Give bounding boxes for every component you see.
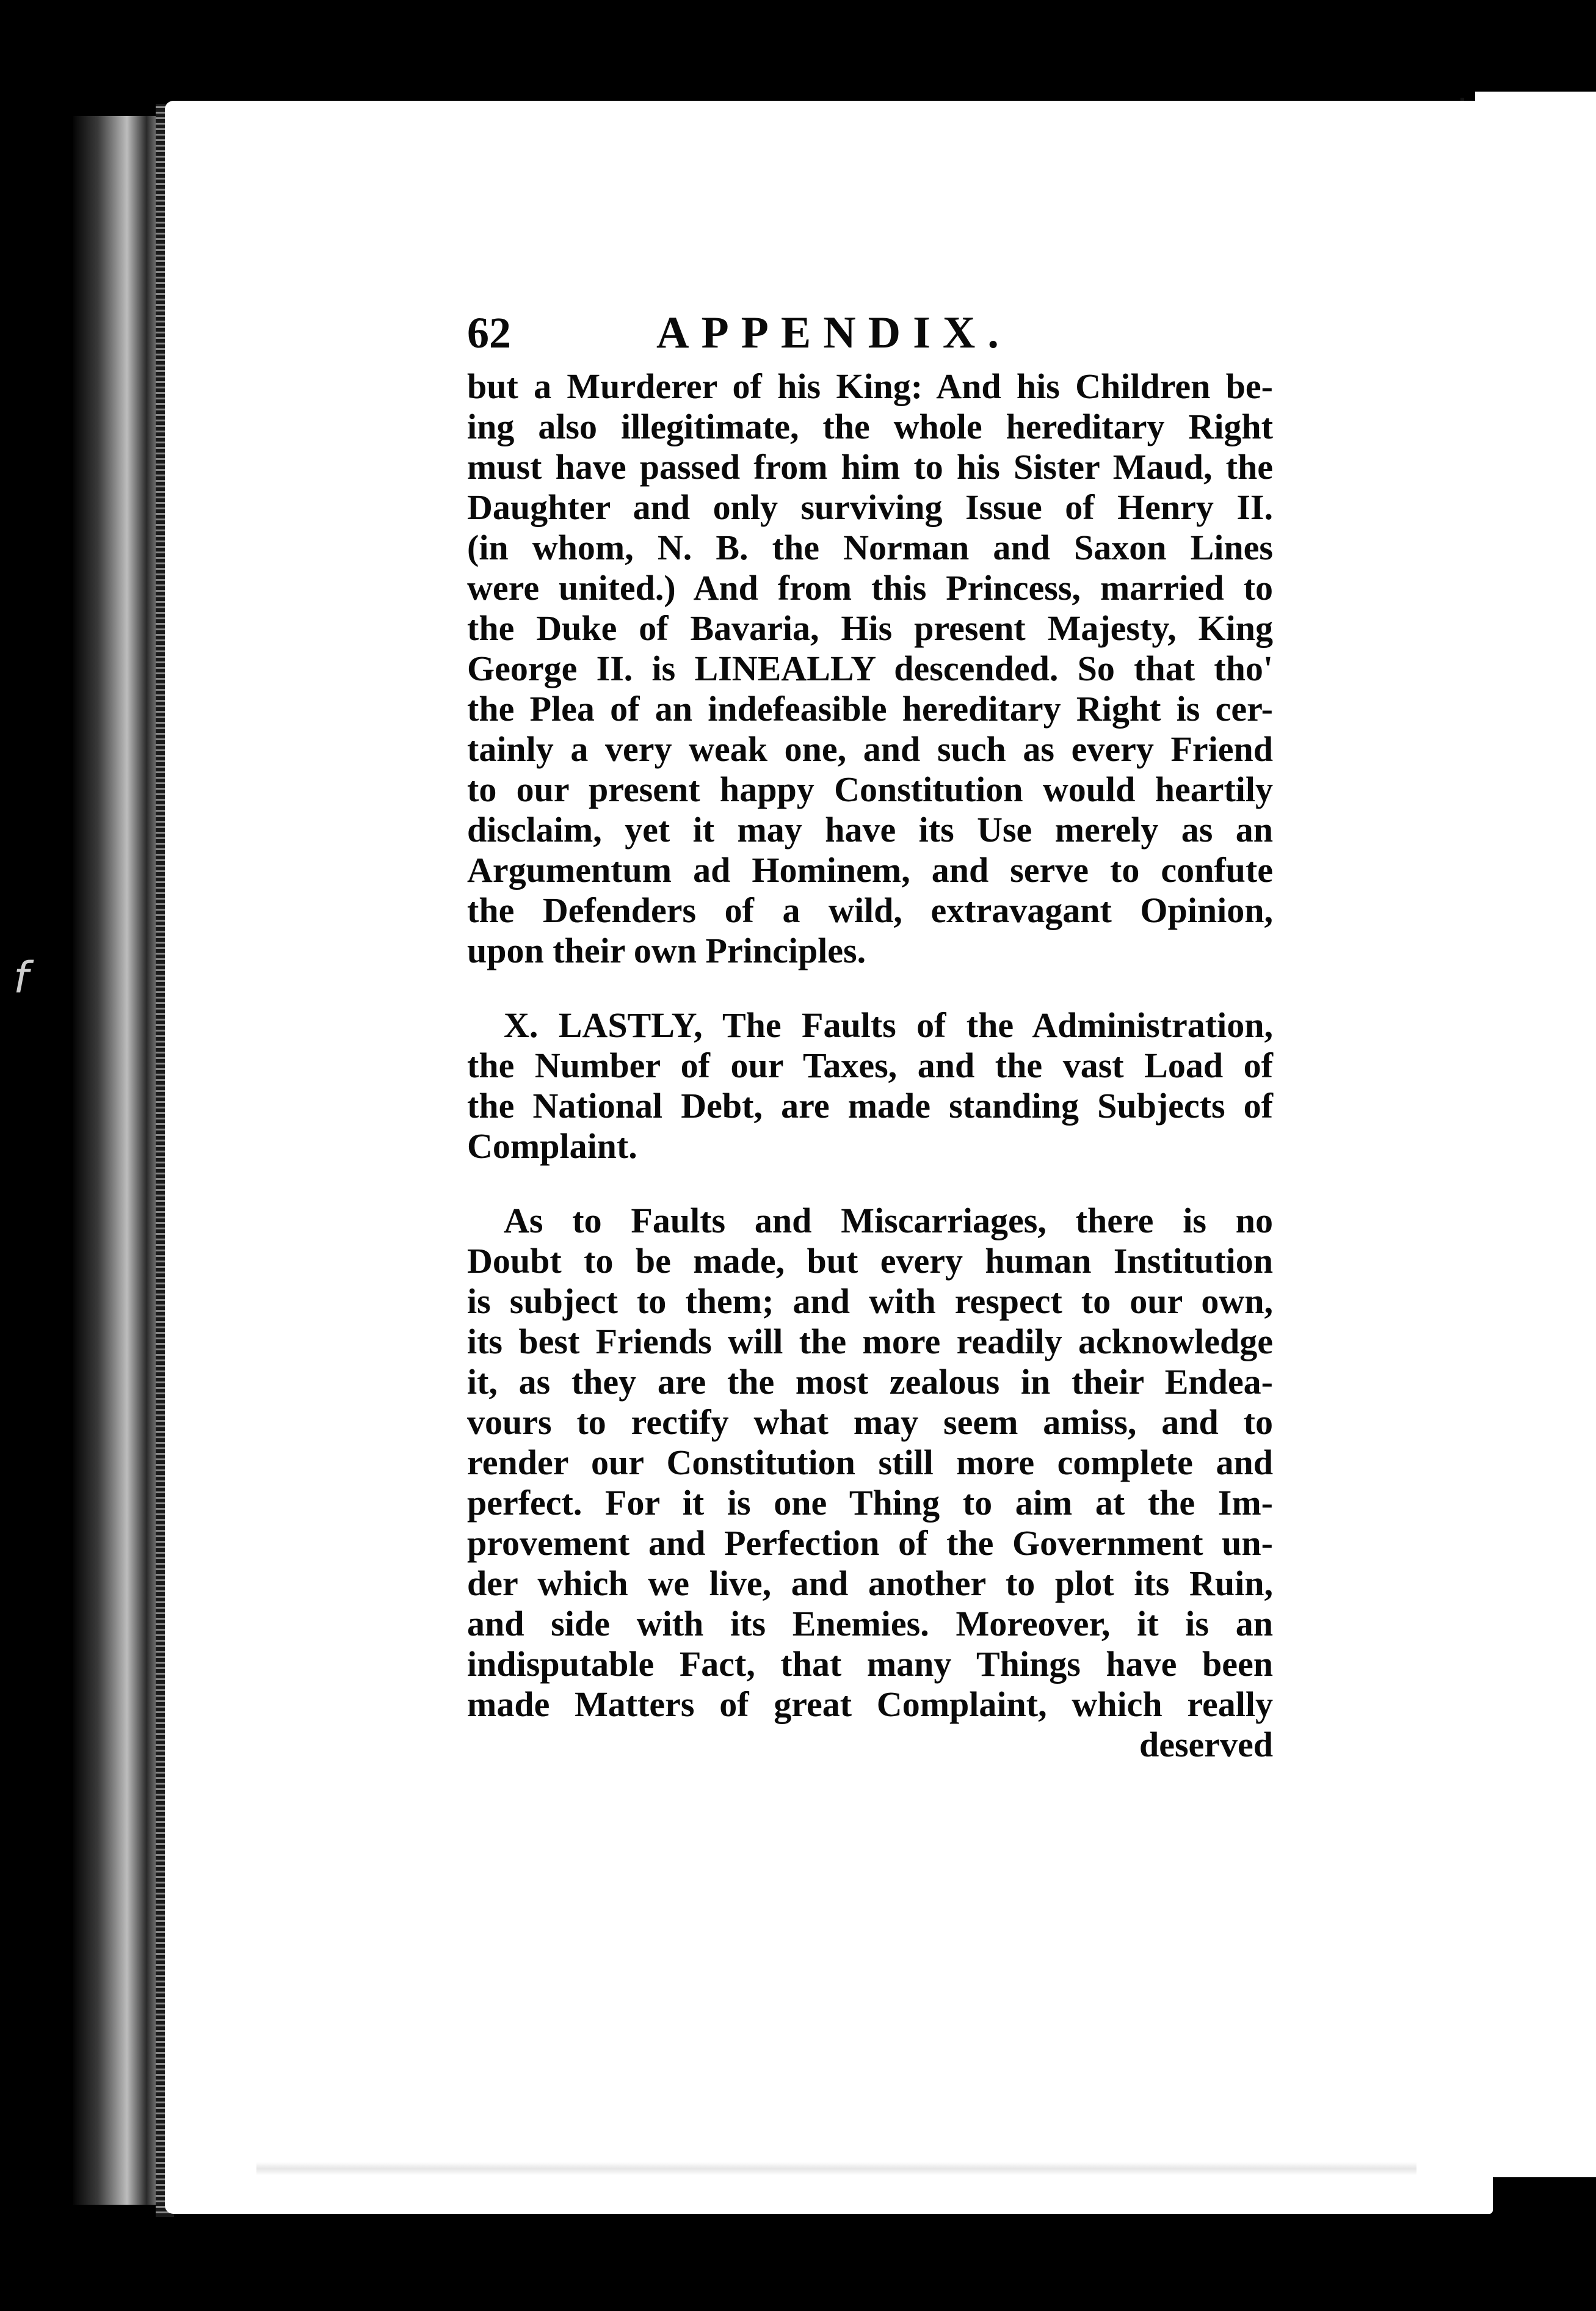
paragraph-gap [467,971,1273,1005]
text-line: the Defenders of a wild, extravagant Opinion, [467,890,1273,930]
text-line: render our Constitution still more complete and [467,1443,1273,1482]
text-line: must have passed from him to his Sister Maud, the [467,447,1273,487]
paragraph-gap [467,1166,1273,1201]
page-number: 62 [467,308,511,357]
text-line: disclaim, yet it may have its Use merely as an [467,810,1273,850]
running-head [467,299,1273,366]
text-line: upon their own Principles. [467,931,866,970]
page-text-block [467,299,1273,1765]
margin-annotation-mark: f [13,953,29,1003]
text-line: its best Friends will the more readily acknowledge [467,1322,1273,1361]
text-line: George II. is LINEALLY descended. So that tho' [467,649,1273,688]
text-line: Argumentum ad Hominem, and serve to confute [467,850,1273,890]
text-line: the Plea of an indefeasible hereditary Right is cer- [467,689,1273,729]
text-line: but a Murderer of his King: And his Children be- [467,366,1273,406]
text-line: is subject to them; and with respect to our own, [467,1281,1273,1321]
text-line: Daughter and only surviving Issue of Henry II. [467,487,1273,527]
running-head-title: APPENDIX. [656,308,1011,358]
text-line: made Matters of great Complaint, which really [467,1684,1273,1724]
text-line: X. LASTLY, The Faults of the Administration, [504,1005,1273,1045]
text-line: and side with its Enemies. Moreover, it is an [467,1604,1273,1643]
text-line: As to Faults and Miscarriages, there is no [504,1201,1273,1240]
text-line: provement and Perfection of the Government un- [467,1523,1273,1563]
text-line: to our present happy Constitution would heartily [467,770,1273,809]
text-line: the Duke of Bavaria, His present Majesty, King [467,608,1273,648]
text-line: the Number of our Taxes, and the vast Load of [467,1046,1273,1085]
text-line: it, as they are the most zealous in their Endea- [467,1362,1273,1402]
text-line: ing also illegitimate, the whole hereditary Right [467,407,1273,446]
paragraph-section-x [467,1005,1273,1166]
text-line: the National Debt, are made standing Subjects of [467,1086,1273,1126]
text-line: indisputable Fact, that many Things have been [467,1644,1273,1684]
text-line: der which we live, and another to plot its Ruin, [467,1563,1273,1603]
text-line: vours to rectify what may seem amiss, and to [467,1402,1273,1442]
text-line: (in whom, N. B. the Norman and Saxon Lines [467,528,1273,567]
text-line: perfect. For it is one Thing to aim at the Im- [467,1483,1273,1523]
paragraph-faults [467,1201,1273,1725]
text-line: Complaint. [467,1126,637,1166]
catchword: deserved [1139,1725,1273,1764]
text-line: were united.) And from this Princess, married to [467,568,1273,608]
paragraph-lineage [467,366,1273,971]
text-line: Doubt to be made, but every human Institution [467,1241,1273,1281]
page-bottom-curl [256,2162,1416,2175]
text-line: tainly a very weak one, and such as every Friend [467,729,1273,769]
